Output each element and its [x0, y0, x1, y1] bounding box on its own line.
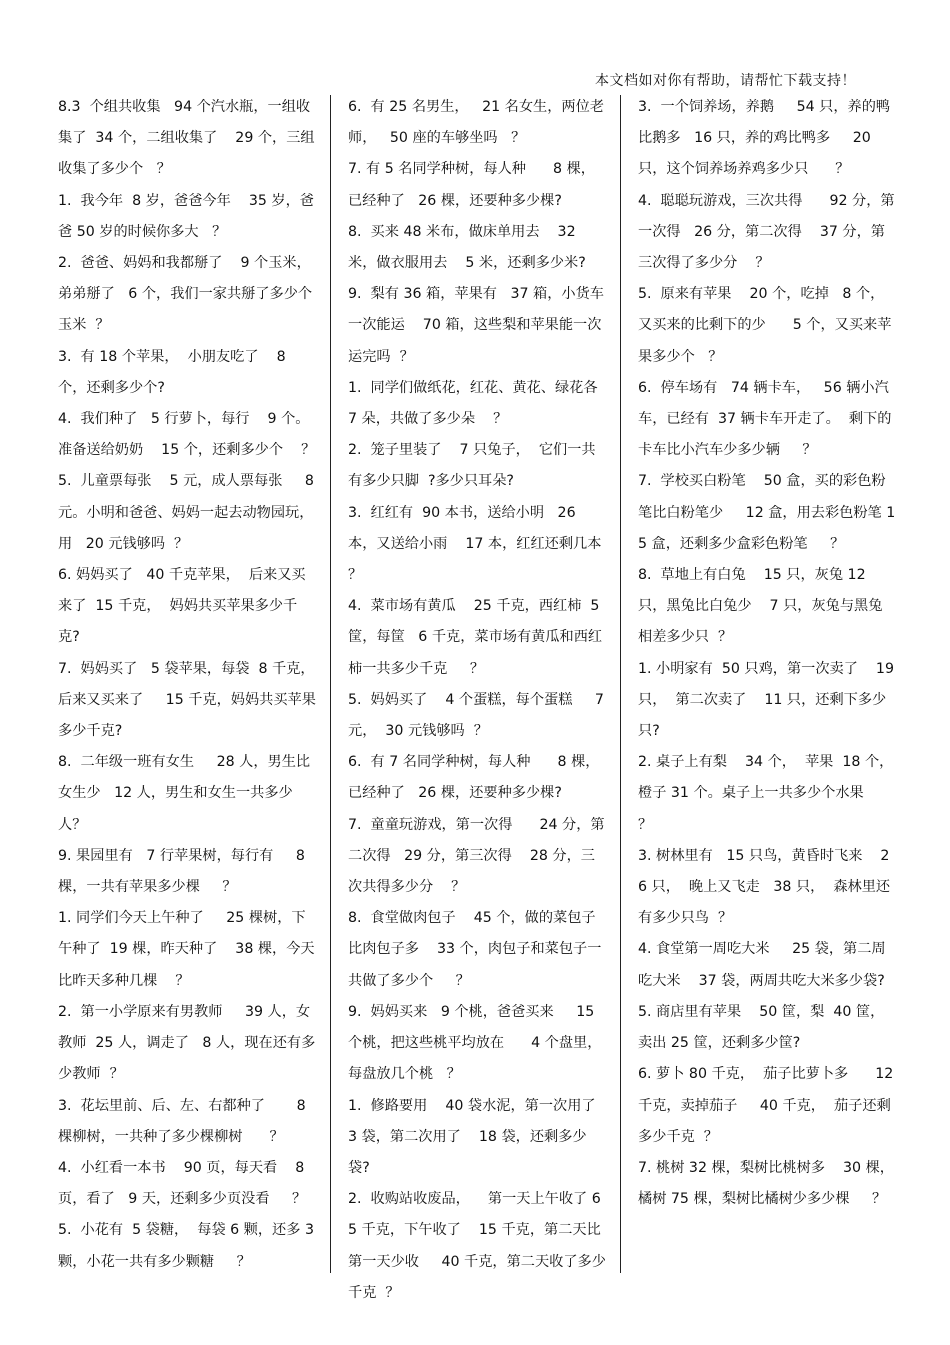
problem-item: 6. 妈妈买了 40 千克苹果， 后来又买来了 15 千克， 妈妈共买苹果多少千克? [58, 567, 306, 646]
problem-item: 1. 同学们今天上午种了 25 棵树，下午种了 19 棵，昨天种了 38 棵，今天比昨天多种几棵 ？ [58, 910, 315, 989]
problem-item: 8. 草地上有白兔 15 只，灰兔 12 只，黑兔比白兔少 7 只，灰兔与黑兔相差多少只 ？ [638, 567, 883, 646]
problem-item: 7. 有 5 名同学种树，每人种 8 棵，已经种了 26 棵，还要种多少棵? [348, 161, 595, 209]
problem-item: 2. 桌子上有梨 34 个， 苹果 18 个，橙子 31 个。桌子上一共多少个水果 ？ [638, 754, 894, 833]
problem-item: 1. 我今年 8 岁，爸爸今年 35 岁，爸爸 50 岁的时候你多大 ？ [58, 192, 314, 240]
problem-item: 3. 树林里有 15 只鸟，黄昏时飞来 26 只， 晚上又飞走 38 只， 森林里还有多少只鸟 ？ [638, 847, 891, 927]
problem-item: 6. 有 7 名同学种树，每人种 8 棵，已经种了 26 棵，还要种多少棵? [348, 754, 600, 802]
problem-item: 8. 二年级一班有女生 28 人，男生比女生少 12 人，男生和女生一共多少人？ [58, 754, 311, 833]
problem-item: 8.3 个组共收集 94 个汽水瓶，一组收集了 34 个，二组收集了 29 个，三组收集了多少个 ？ [58, 99, 315, 178]
download-support-note: 本文档如对你有帮助，请帮忙下载支持！ [595, 73, 856, 89]
problem-item: 7. 学校买白粉笔 50 盒，买的彩色粉笔比白粉笔少 12 盒，用去彩色粉笔 15 盒，还剩多少盒彩色粉笔 ？ [638, 473, 896, 552]
problem-item: 5. 儿童票每张 5 元，成人票每张 8 元。小明和爸爸、妈妈一起去动物园玩，用 20 元钱够吗 ？ [58, 473, 319, 552]
problem-item: 1. 修路要用 40 袋水泥，第一次用了 3 袋，第二次用了 18 袋，还剩多少袋? [348, 1097, 601, 1176]
problem-item: 2. 收购站收废品， 第一天上午收了 65 千克，下午收了 15 千克，第二天比第一天少收 40 千克，第二天收了多少千克 ？ [348, 1191, 606, 1301]
problem-item: 2. 爸爸、妈妈和我都掰了 9 个玉米，弟弟掰了 6 个，我们一家共掰了多少个玉米 ？ [58, 255, 313, 334]
problem-item: 6. 有 25 名男生， 21 名女生，两位老师， 50 座的车够坐吗 ？ [348, 99, 604, 147]
problem-column-2 [348, 92, 620, 1309]
problem-item: 6. 萝卜 80 千克， 茄子比萝卜多 12 千克，卖掉茄子 40 千克， 茄子还剩多少千克 ？ [638, 1066, 898, 1145]
problem-item: 5. 商店里有苹果 50 筐，梨 40 筐，卖出 25 筐，还剩多少筐? [638, 1003, 885, 1052]
problem-item: 3. 一个饲养场，养鹅 54 只，养的鸭比鹅多 16 只，养的鸡比鸭多 20 只，这个饲养场养鸡多少只 ？ [638, 99, 891, 178]
problem-column-3 [638, 92, 899, 1215]
problem-item: 3. 花坛里前、后、左、右都种了 8 棵柳树，一共种了多少棵柳树 ？ [58, 1097, 311, 1145]
problem-item: 9. 妈妈买来 9 个桃，爸爸买来 15 个桃，把这些桃平均放在 4 个盘里，每盘放几个桃 ？ [348, 1003, 602, 1083]
column-divider [620, 95, 621, 1273]
problem-column-1 [58, 92, 319, 1278]
problem-item: 5. 妈妈买了 4 个蛋糕，每个蛋糕 7 元， 30 元钱够吗 ？ [348, 691, 609, 740]
problem-item: 5. 原来有苹果 20 个，吃掉 8 个，又买来的比剩下的少 5 个，又买来苹果多少个 ？ [638, 286, 892, 365]
problem-item: 6. 停车场有 74 辆卡车， 56 辆小汽车，已经有 37 辆卡车开走了。 剩下的卡车比小汽车少多少辆 ？ [638, 379, 892, 459]
problem-item: 5. 小花有 5 袋糖， 每袋 6 颗，还多 3 颗，小花一共有多少颗糖 ？ [58, 1222, 319, 1270]
problem-item: 4. 菜市场有黄瓜 25 千克，西红柿 5 筐，每筐 6 千克，菜市场有黄瓜和西红柿一共多少千克 ？ [348, 598, 604, 677]
problem-item: 7. 童童玩游戏，第一次得 24 分，第二次得 29 分，第三次得 28 分，三次共得多少分 ？ [348, 816, 605, 896]
problem-item: 2. 笼子里装了 7 只兔子， 它们一共有多少只脚 ?多少只耳朵? [348, 442, 596, 490]
problem-item: 7. 妈妈买了 5 袋苹果，每袋 8 千克，后来又买来了 15 千克，妈妈共买苹果多少千克? [58, 660, 316, 740]
problem-item: 8. 买来 48 米布，做床单用去 32 米，做衣服用去 5 米，还剩多少米? [348, 223, 586, 272]
column-divider [330, 95, 331, 1273]
problem-item: 3. 有 18 个苹果， 小朋友吃了 8 个，还剩多少个? [58, 348, 291, 396]
problem-item: 7. 桃树 32 棵，梨树比桃树多 30 棵，橘树 75 棵，梨树比橘树少多少棵 ？ [638, 1159, 894, 1208]
problem-item: 4. 食堂第一周吃大米 25 袋，第二周吃大米 37 袋，两周共吃大米多少袋? [638, 941, 886, 989]
problem-item: 3. 红红有 90 本书，送给小明 26 本，又送给小雨 17 本，红红还剩几本 ？ [348, 504, 620, 584]
problem-item: 8. 食堂做肉包子 45 个，做的菜包子比肉包子多 33 个，肉包子和菜包子一共做了多少个 ？ [348, 910, 602, 989]
problem-item: 1. 小明家有 50 只鸡，第一次卖了 19 只， 第二次卖了 11 只，还剩下多少只? [638, 660, 899, 740]
problem-item: 9. 梨有 36 箱，苹果有 37 箱，小货车一次能运 70 箱，这些梨和苹果能一次运完吗 ？ [348, 286, 604, 365]
problem-item: 4. 聪聪玩游戏，三次共得 92 分，第一次得 26 分，第二次得 37 分，第三次得了多少分 ？ [638, 192, 895, 272]
problem-item: 4. 我们种了 5 行萝卜，每行 9 个。准备送给奶奶 15 个，还剩多少个 ？ [58, 411, 316, 459]
problem-item: 1. 同学们做纸花，红花、黄花、绿花各 7 朵，共做了多少朵 ？ [348, 379, 603, 428]
problem-item: 9. 果园里有 7 行苹果树，每行有 8 棵，一共有苹果多少棵 ？ [58, 847, 310, 896]
problem-item: 4. 小红看一本书 90 页，每天看 8 页，看了 9 天，还剩多少页没看 ？ [58, 1159, 309, 1208]
problem-item: 2. 第一小学原来有男教师 39 人，女教师 25 人，调走了 8 人，现在还有多少教师 ？ [58, 1003, 316, 1083]
